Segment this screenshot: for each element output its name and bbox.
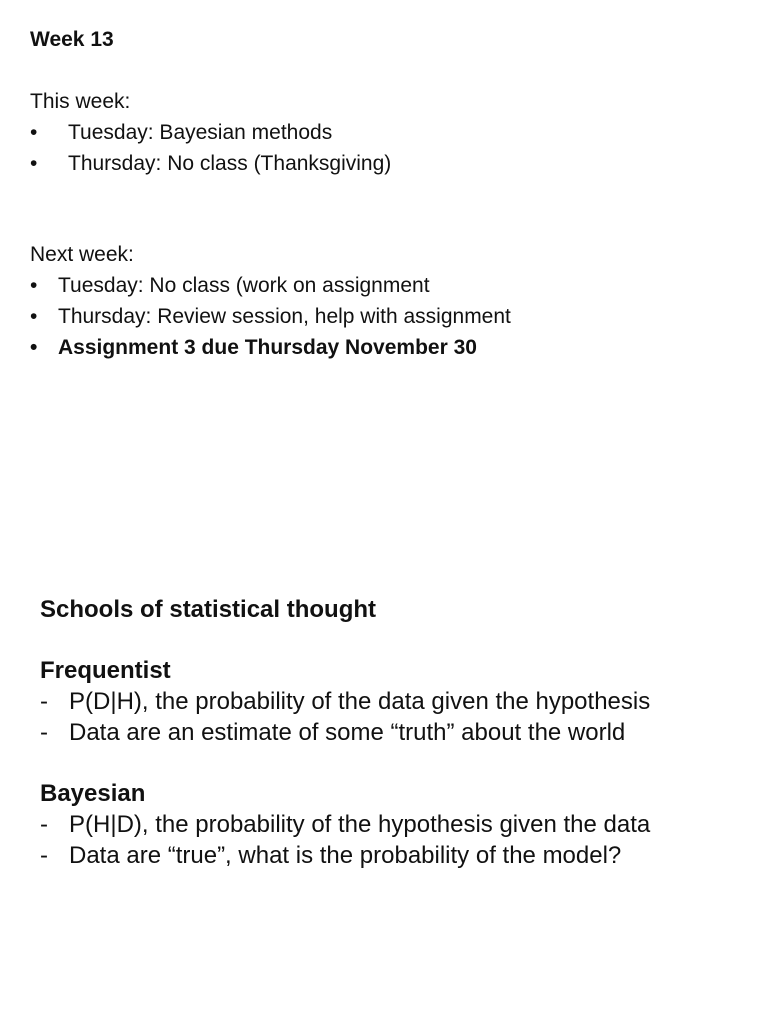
bullet-icon: • xyxy=(30,305,38,328)
slide-title: Schools of statistical thought xyxy=(40,596,377,623)
this-week-list xyxy=(30,117,391,179)
dash-icon: - xyxy=(40,719,48,746)
slide-title: Week 13 xyxy=(30,28,114,51)
slide-schools-of-thought xyxy=(0,512,768,1024)
list-item: - Data are “true”, what is the probability of the model? xyxy=(40,842,622,869)
list-item: • Tuesday: Bayesian methods xyxy=(30,117,391,148)
bullet-icon: • xyxy=(30,152,38,175)
frequentist-heading: Frequentist xyxy=(40,657,171,684)
bullet-icon: • xyxy=(30,274,38,297)
next-week-section xyxy=(30,239,511,363)
dash-icon: - xyxy=(40,688,48,715)
dash-icon: - xyxy=(40,842,48,869)
bayesian-section xyxy=(40,778,650,871)
bayesian-heading: Bayesian xyxy=(40,780,146,807)
bullet-icon: • xyxy=(30,336,38,359)
bayesian-list xyxy=(40,809,650,871)
list-item: • Tuesday: No class (work on assignment xyxy=(30,270,511,301)
bullet-icon: • xyxy=(30,121,38,144)
list-item: - P(D|H), the probability of the data given the hypothesis xyxy=(40,688,651,715)
list-item: • Thursday: Review session, help with assignment xyxy=(30,301,511,332)
frequentist-section xyxy=(40,655,650,748)
dash-icon: - xyxy=(40,811,48,838)
assignment-due-item: • Assignment 3 due Thursday November 30 xyxy=(30,332,511,363)
next-week-list xyxy=(30,270,511,363)
frequentist-list xyxy=(40,686,650,748)
list-item: - P(H|D), the probability of the hypothesis given the data xyxy=(40,811,651,838)
this-week-heading: This week: xyxy=(30,90,131,113)
list-item: • Thursday: No class (Thanksgiving) xyxy=(30,148,391,179)
list-item: - Data are an estimate of some “truth” about the world xyxy=(40,719,626,746)
next-week-heading: Next week: xyxy=(30,243,134,266)
this-week-section xyxy=(30,86,391,179)
